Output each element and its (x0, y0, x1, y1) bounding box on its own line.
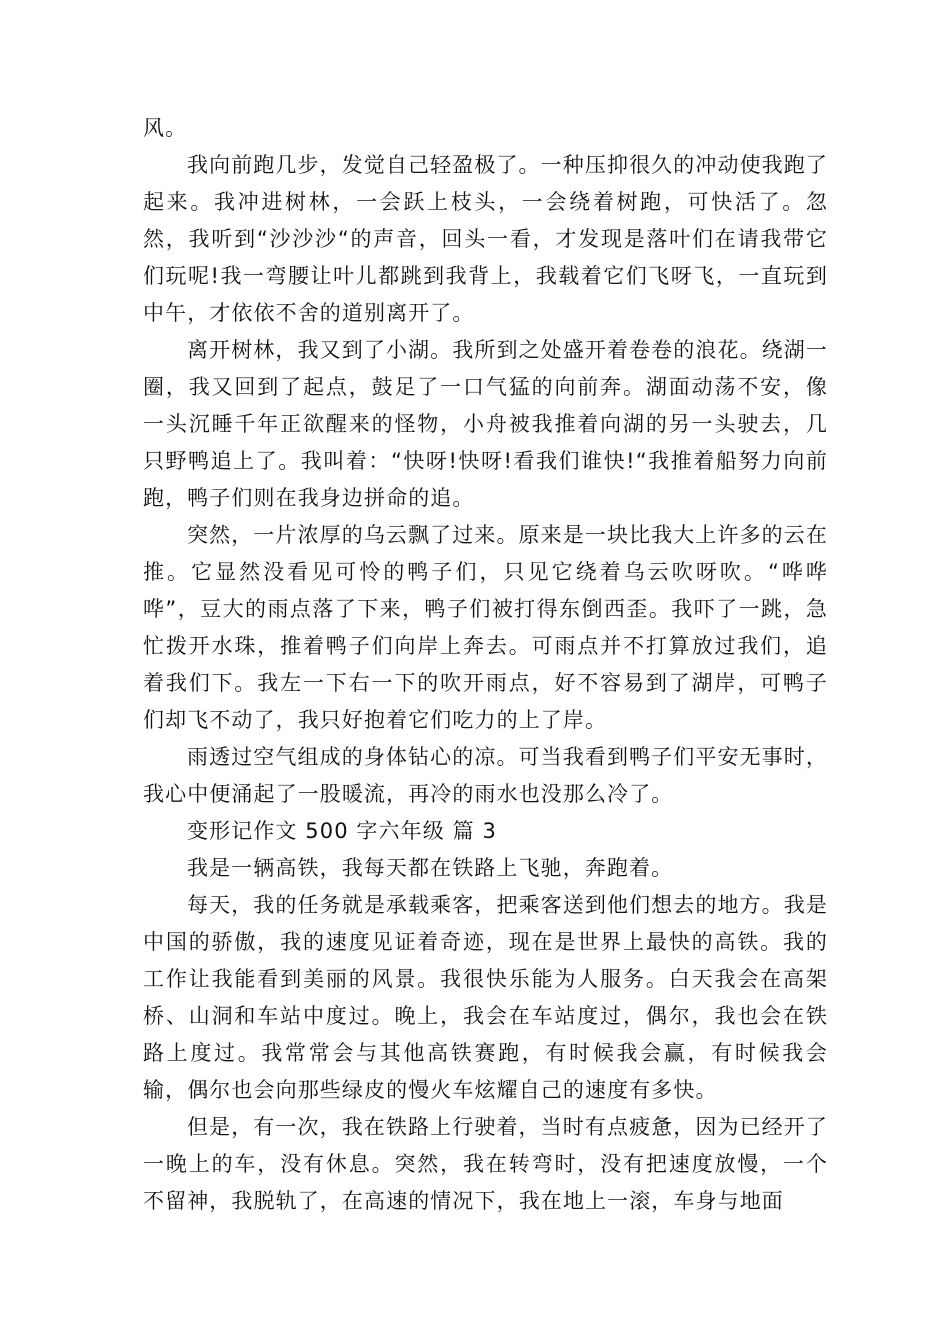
paragraph-9: 但是，有一次，我在铁路上行驶着，当时有点疲惫，因为已经开了一晚上的车，没有休息。突然，我在转弯时，没有把速度放慢，一个不留神，我脱轨了，在高速的情况下，我在地上一滚，车身与地面 (143, 1115, 828, 1213)
document-page (143, 110, 828, 1220)
paragraph-5: 雨透过空气组成的身体钻心的凉。可当我看到鸭子们平安无事时，我心中便涌起了一股暖流，再冷的雨水也没那么冷了。 (143, 745, 828, 806)
paragraph-8: 每天，我的任务就是承载乘客，把乘客送到他们想去的地方。我是中国的骄傲，我的速度见证着奇迹，现在是世界上最快的高铁。我的工作让我能看到美丽的风景。我很快乐能为人服务。白天我会在高架桥、山洞和车站中度过。晚上，我会在车站度过，偶尔，我也会在铁路上度过。我常常会与其他高铁赛跑，有时候我会赢，有时候我会输，偶尔也会向那些绿皮的慢火车炫耀自己的速度有多快。 (143, 893, 828, 1102)
paragraph-2: 我向前跑几步，发觉自己轻盈极了。一种压抑很久的冲动使我跑了起来。我冲进树林，一会跃上枝头，一会绕着树跑，可快活了。忽然，我听到“沙沙沙“的声音，回头一看，才发现是落叶们在请我带它们玩呢!我一弯腰让叶儿都跳到我背上，我载着它们飞呀飞，一直玩到中午，才依依不舍的道别离开了。 (143, 153, 828, 325)
paragraph-7: 我是一辆高铁，我每天都在铁路上飞驰，奔跑着。 (187, 856, 674, 880)
paragraph-4: 突然，一片浓厚的乌云飘了过来。原来是一块比我大上许多的云在推。它显然没看见可怜的鸭子们，只见它绕着乌云吹呀吹。“哗哗哗”，豆大的雨点落了下来，鸭子们被打得东倒西歪。我吓了一跳，急忙拨开水珠，推着鸭子们向岸上奔去。可雨点并不打算放过我们，追着我们下。我左一下右一下的吹开雨点，好不容易到了湖岸，可鸭子们却飞不动了，我只好抱着它们吃力的上了岸。 (143, 523, 828, 732)
paragraph-3: 离开树林，我又到了小湖。我所到之处盛开着卷卷的浪花。绕湖一圈，我又回到了起点，鼓足了一口气猛的向前奔。湖面动荡不安，像一头沉睡千年正欲醒来的怪物，小舟被我推着向湖的另一头驶去，几只野鸭追上了。我叫着：“快呀!快呀!看我们谁快!“我推着船努力向前跑，鸭子们则在我身边拼命的追。 (143, 338, 828, 510)
section-heading: 变形记作文 500 字六年级 篇 3 (187, 819, 497, 843)
paragraph-1: 风。 (143, 116, 188, 140)
